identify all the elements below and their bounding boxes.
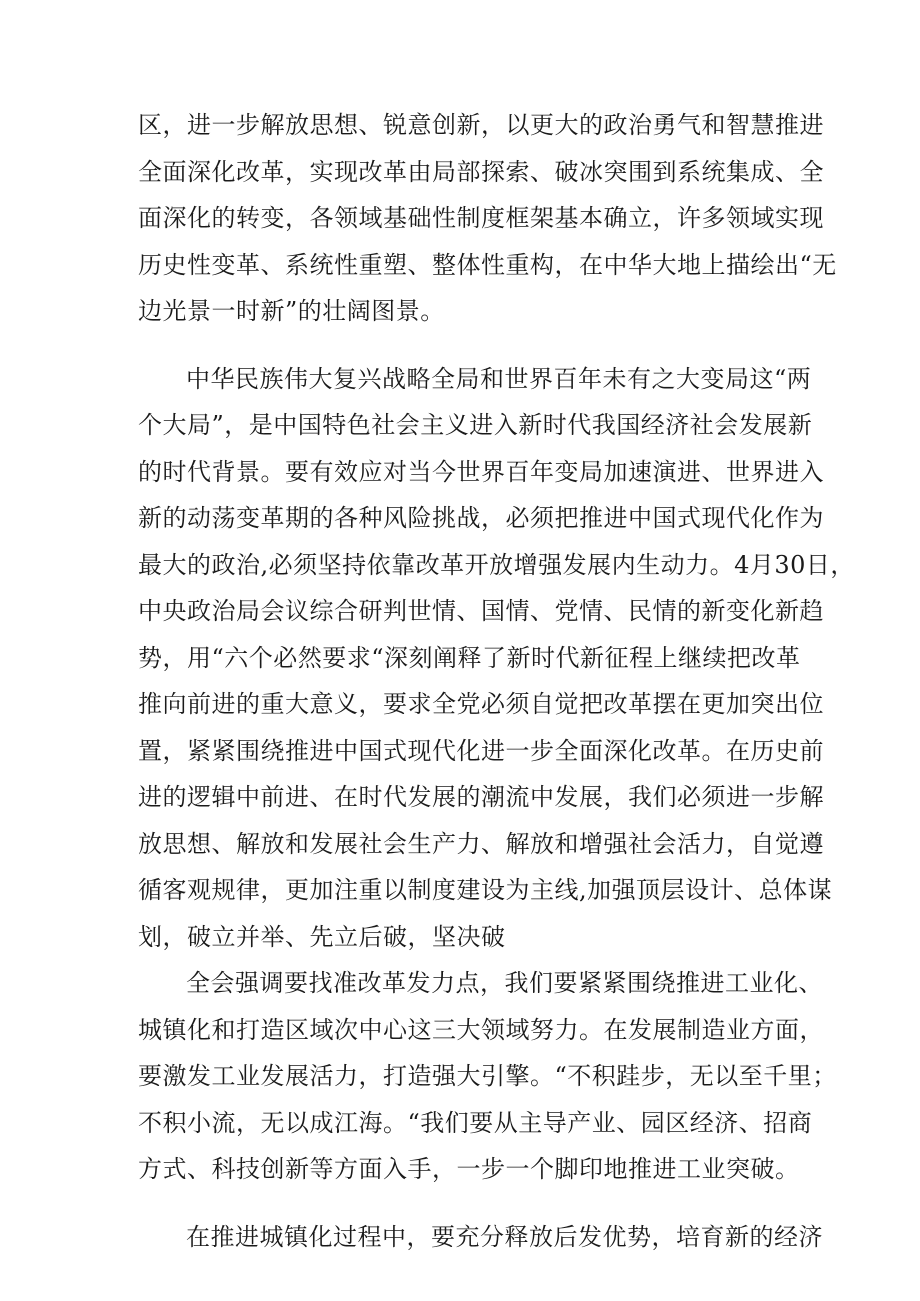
paragraph-line: 放思想、解放和发展社会生产力、解放和增强社会活力，自觉遵	[138, 830, 824, 858]
paragraph-line: 个大局”，是中国特色社会主义进入新时代我国经济社会发展新	[138, 411, 813, 439]
paragraph-line: 中华民族伟大复兴战略全局和世界百年未有之大变局这“两	[186, 365, 812, 393]
paragraph-line: 城镇化和打造区域次中心这三大领域努力。在发展制造业方面，	[138, 1016, 824, 1044]
paragraph-line: 区，进一步解放思想、锐意创新，以更大的政治勇气和智慧推进	[138, 111, 824, 139]
paragraph-line: 方式、科技创新等方面入手，一步一个脚印地推进工业突破。	[138, 1155, 800, 1183]
paragraph-line: 历史性变革、系统性重塑、整体性重构，在中华大地上描绘出“无	[138, 251, 837, 279]
paragraph-line: 中央政治局会议综合研判世情、国情、党情、民情的新变化新趋	[138, 597, 824, 625]
paragraph-line: 划，破立并举、先立后破，坚决破	[138, 923, 506, 951]
paragraph-line: 在推进城镇化过程中，要充分释放后发优势，培育新的经济	[186, 1223, 823, 1251]
paragraph-line: 推向前进的重大意义，要求全党必须自觉把改革摆在更加突出位	[138, 690, 824, 718]
paragraph-line: 置，紧紧围绕推进中国式现代化进一步全面深化改革。在历史前	[138, 737, 824, 765]
paragraph-line: 循客观规律，更加注重以制度建设为主线,加强顶层设计、总体谋	[138, 876, 833, 904]
paragraph-line: 进的逻辑中前进、在时代发展的潮流中发展，我们必须进一步解	[138, 783, 824, 811]
paragraph-line: 要激发工业发展活力，打造强大引擎。“不积跬步，无以至千里；	[138, 1062, 837, 1090]
paragraph-line: 面深化的转变，各领域基础性制度框架基本确立，许多领域实现	[138, 204, 824, 232]
paragraph-line: 的时代背景。要有效应对当今世界百年变局加速演进、世界进入	[138, 458, 824, 486]
paragraph-line: 边光景一时新”的壮阔图景。	[138, 297, 445, 325]
paragraph-line: 全会强调要找准改革发力点，我们要紧紧围绕推进工业化、	[186, 969, 823, 997]
paragraph-line: 势，用“六个必然要求“深刻阐释了新时代新征程上继续把改革	[138, 644, 801, 672]
paragraph-line: 最大的政治,必须坚持依靠改革开放增强发展内生动力。4月30日，	[138, 551, 855, 579]
paragraph-line: 新的动荡变革期的各种风险挑战，必须把推进中国式现代化作为	[138, 504, 824, 532]
paragraph-line: 全面深化改革，实现改革由局部探索、破冰突围到系统集成、全	[138, 158, 824, 186]
paragraph-line: 不积小流，无以成江海。“我们要从主导产业、园区经济、招商	[138, 1109, 813, 1137]
